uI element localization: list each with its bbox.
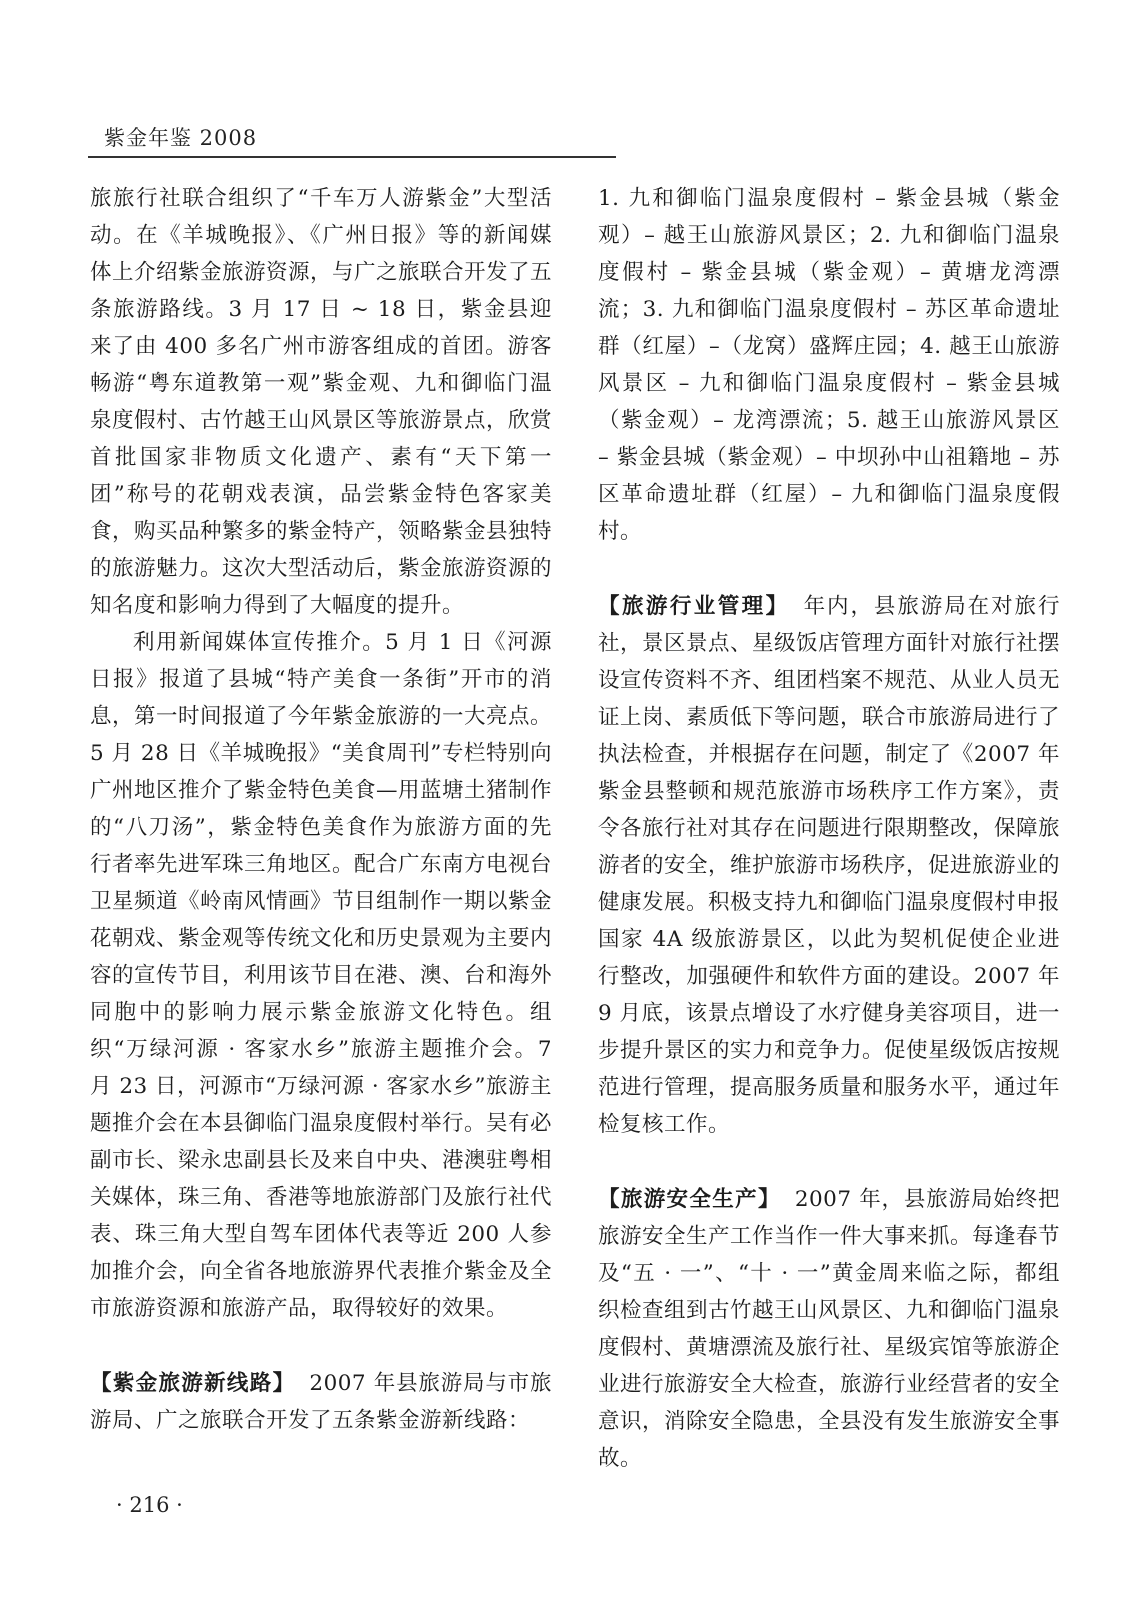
section-title-industry-management: 【 旅游行业管理 】 xyxy=(598,594,804,619)
section-text-new-routes: 2007 年县旅游局与市旅游局、广之旅联合开发了五条紫金游新线路： xyxy=(90,1371,552,1433)
section-text-industry-management: 年内，县旅游局在对旅行社，景区景点、星级饭店管理方面针对旅行社摆设宣传资料不齐、组团档案不规范、从业人员无证上岗、素质低下等问题，联合市旅游局进行了执法检查，并根据存在问题，制定了《2007 年紫金县整顿和规范旅游市场秩序工作方案》，责令各旅行社对其存在问题进行限期整改，保障旅游者的安全，维护旅游市场秩序，促进旅游业的健康发展。积极支持九和御临门温泉度假村申报国家 4A 级旅游景区，以此为契机促使企业进行整改，加强硬件和软件方面的建设。2007 年 9 月底，该景点增设了水疗健身美容项目，进一步提升景区的实力和竞争力。促使星级饭店按规范进行管理，提高服务质量和服务水平，通过年检复核工作。 xyxy=(598,594,1061,1137)
section-industry-management xyxy=(598,588,1060,1143)
section-title-new-routes: 【 紫金旅游新线路 】 xyxy=(90,1371,309,1396)
right-column xyxy=(598,180,1060,1477)
page-number: · 216 · xyxy=(116,1493,183,1517)
section-safety-production xyxy=(598,1181,1060,1477)
section-gap xyxy=(90,1327,552,1365)
section-new-routes xyxy=(90,1365,552,1439)
left-column xyxy=(90,180,552,1439)
paragraph-travel-campaign: 旅旅行社联合组织了“千车万人游紫金”大型活动。在《羊城晚报》、《广州日报》等的新闻媒体上介绍紫金旅游资源，与广之旅联合开发了五条旅游路线。3 月 17 日 ~ 18 日，紫金县迎来了由 400 多名广州市游客组成的首团。游客畅游“粤东道教第一观”紫金观、九和御临门温泉度假村、古竹越王山风景区等旅游景点，欣赏首批国家非物质文化遗产、素有“天下第一团”称号的花朝戏表演，品尝紫金特色客家美食，购买品种繁多的紫金特产，领略紫金县独特的旅游魅力。这次大型活动后，紫金旅游资源的知名度和影响力得到了大幅度的提升。 xyxy=(90,186,553,618)
header-rule xyxy=(88,156,616,158)
paragraph-route-list: 1. 九和御临门温泉度假村 – 紫金县城（紫金观）– 越王山旅游风景区；2. 九和御临门温泉度假村 – 紫金县城（紫金观）– 黄塘龙湾漂流；3. 九和御临门温泉度假村 – 苏区革命遗址群（红屋）–（龙窝）盛辉庄园；4. 越王山旅游风景区 – 九和御临门温泉度假村 – 紫金县城（紫金观）– 龙湾漂流；5. 越王山旅游风景区 – 紫金县城（紫金观）– 中坝孙中山祖籍地 – 苏区革命遗址群（红屋）– 九和御临门温泉度假村。 xyxy=(598,186,1060,544)
paragraph-media-promotion: 利用新闻媒体宣传推介。5 月 1 日《河源日报》报道了县城“特产美食一条街”开市的消息，第一时间报道了今年紫金旅游的一大亮点。5 月 28 日《羊城晚报》“美食周刊”专栏特别向广州地区推介了紫金特色美食—用蓝塘土猪制作的“八刀汤”，紫金特色美食作为旅游方面的先行者率先进军珠三角地区。配合广东南方电视台卫星频道《岭南风情画》节目组制作一期以紫金花朝戏、紫金观等传统文化和历史景观为主要内容的宣传节目，利用该节目在港、澳、台和海外同胞中的影响力展示紫金旅游文化特色。组织“万绿河源 · 客家水乡”旅游主题推介会。7 月 23 日，河源市“万绿河源 · 客家水乡”旅游主题推介会在本县御临门温泉度假村举行。吴有必副市长、梁永忠副县长及来自中央、港澳驻粤相关媒体，珠三角、香港等地旅游部门及旅行社代表、珠三角大型自驾车团体代表等近 200 人参加推介会，向全省各地旅游界代表推介紫金及全市旅游资源和旅游产品，取得较好的效果。 xyxy=(90,630,553,1321)
running-header: 紫金年鉴 2008 xyxy=(104,126,258,150)
section-gap xyxy=(598,1143,1060,1181)
section-gap xyxy=(598,550,1060,588)
section-title-safety-production: 【 旅游安全生产 】 xyxy=(598,1187,795,1212)
section-text-safety-production: 2007 年，县旅游局始终把旅游安全生产工作当作一件大事来抓。每逢春节及“五 · 一”、“十 · 一”黄金周来临之际，都组织检查组到古竹越王山风景区、九和御临门温泉度假村、黄塘漂流及旅行社、星级宾馆等旅游企业进行旅游安全大检查，旅游行业经营者的安全意识，消除安全隐患，全县没有发生旅游安全事故。 xyxy=(598,1187,1061,1471)
